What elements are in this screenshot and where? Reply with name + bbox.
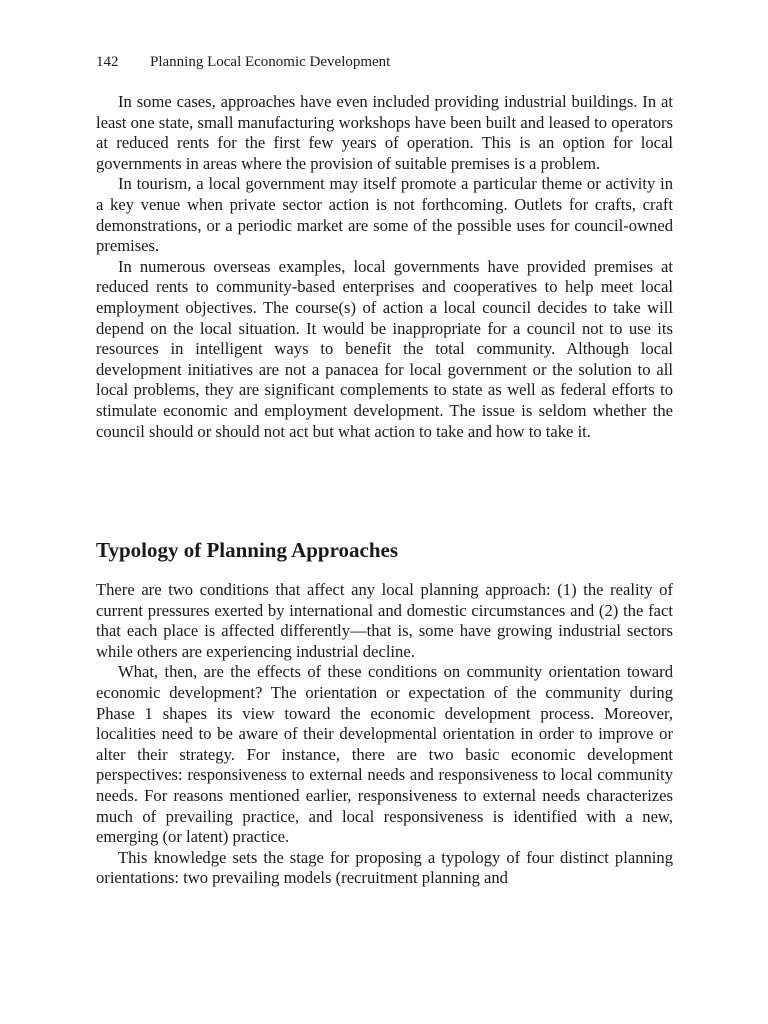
section-1-body bbox=[96, 92, 673, 442]
running-head bbox=[96, 52, 390, 72]
paragraph-community-orientation: What, then, are the effects of these conditions on community orientation toward economic development? The orientation or expectation of the community during Phase 1 shapes its view toward the economic development process. Moreover, localities need to be aware of their developmental orientation in order to improve or alter their strategy. For instance, there are two basic economic development perspectives: responsiveness to external needs and responsiveness to local community needs. For reasons mentioned earlier, responsiveness to external needs characterizes much of prevailing practice, and local responsiveness is identified with a new, emerging (or latent) practice. bbox=[96, 662, 673, 847]
paragraph-overseas-examples: In numerous overseas examples, local governments have provided premises at reduced rents to community-based enterprises and cooperatives to help meet local employment objectives. The course(s) of action a local council decides to take will depend on the local situation. It would be inappropriate for a council not to use its resources in intelligent ways to benefit the total community. Although local development initiatives are not a panacea for local government or the solution to all local problems, they are significant complements to state as well as federal efforts to stimulate economic and employment development. The issue is seldom whether the council should or should not act but what action to take and how to take it. bbox=[96, 256, 673, 441]
page-number: 142 bbox=[96, 54, 119, 70]
running-head-title: Planning Local Economic Development bbox=[150, 54, 391, 70]
paragraph-tourism: In tourism, a local government may itself promote a particular theme or activity in a key venue when private sector action is not forthcoming. Outlets for crafts, craft demonstrations, or a periodic market are some of the possible uses for council-owned premises. bbox=[96, 174, 673, 256]
paragraph-two-conditions: There are two conditions that affect any local planning approach: (1) the reality of current pressures exerted by international and domestic circumstances and (2) the fact that each place is affected differently—that is, some have growing industrial sectors while others are experiencing industrial decline. bbox=[96, 580, 673, 661]
section-2-body bbox=[96, 580, 673, 889]
paragraph-typology-stage: This knowledge sets the stage for proposing a typology of four distinct planning orientations: two prevailing models (recruitment planning and bbox=[96, 847, 673, 888]
paragraph-industrial-buildings: In some cases, approaches have even included providing industrial buildings. In at least one state, small manufacturing workshops have been built and leased to operators at reduced rents for the first few years of operation. This is an option for local governments in areas where the provision of suitable premises is a problem. bbox=[96, 92, 673, 173]
section-heading: Typology of Planning Approaches bbox=[96, 538, 399, 562]
